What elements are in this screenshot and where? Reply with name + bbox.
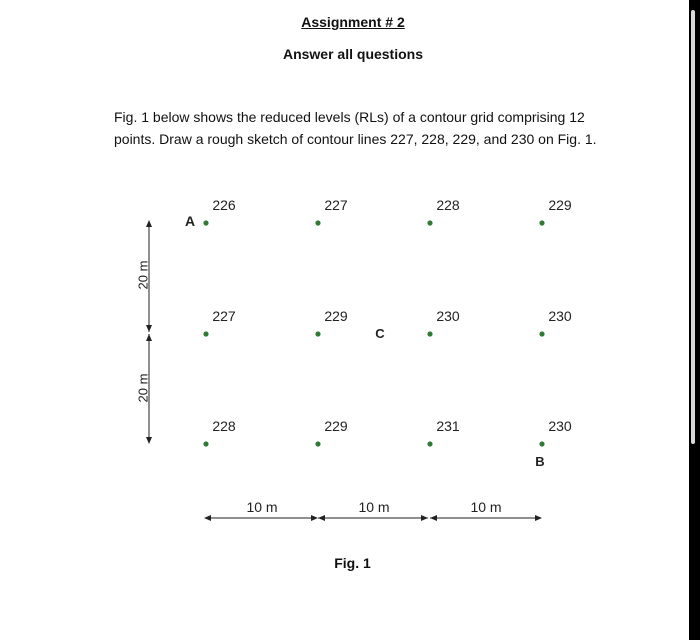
vertical-dimension-label-1: 20 m [135,260,151,290]
grid-point-r3-c4 [539,441,544,446]
grid-point-value-r3-c4: 230 [548,418,572,434]
grid-point-value-r2-c2: 229 [324,308,348,324]
grid-point-value-r3-c1: 228 [212,418,236,434]
vertical-dimension-label-2: 20 m [135,373,151,403]
grid-point-value-r2-c3: 230 [436,308,460,324]
grid-point-r1-c3 [427,220,432,225]
horizontal-dimension-label-1: 10 m [246,499,278,515]
grid-point-value-r2-c1: 227 [212,308,236,324]
grid-point-value-r1-c3: 228 [436,197,460,213]
horizontal-dimension-3 [430,499,542,521]
scrollbar[interactable] [691,10,695,444]
grid-point-r3-c2 [315,441,320,446]
grid-point-r2-c2 [315,331,320,336]
horizontal-dimension-1 [204,499,318,521]
grid-point-r1-c2 [315,220,320,225]
grid-point-r2-c1 [203,331,208,336]
point-label-c: C [375,326,385,341]
grid-point-r1-c4 [539,220,544,225]
grid-point-r3-c1 [203,441,208,446]
point-label-b: B [535,454,545,469]
grid-point-value-r1-c2: 227 [324,197,348,213]
grid-point-value-r1-c1: 226 [212,197,236,213]
vertical-dimension-1 [135,220,152,332]
horizontal-dimension-2 [318,499,428,521]
horizontal-dimension-label-3: 10 m [470,499,502,515]
figure-caption: Fig. 1 [334,555,371,571]
assignment-title: Assignment # 2 [301,14,405,30]
horizontal-dimension-label-2: 10 m [358,499,390,515]
grid-points [203,197,571,447]
instruction-heading: Answer all questions [282,46,424,62]
grid-point-value-r3-c2: 229 [324,418,348,434]
grid-point-r3-c3 [427,441,432,446]
grid-point-value-r3-c3: 231 [436,418,460,434]
grid-point-r1-c1 [203,220,208,225]
grid-point-value-r1-c4: 229 [548,197,572,213]
question-text: Fig. 1 below shows the reduced levels (RLs) of a contour grid comprising 12 points. Draw a rough sketch of contour lines 227, 228, 229, and 230 on Fig. 1. [114,109,597,147]
grid-point-value-r2-c4: 230 [548,308,572,324]
point-label-a: A [184,213,196,229]
vertical-dimension-2 [135,334,152,444]
grid-point-r2-c3 [427,331,432,336]
grid-point-r2-c4 [539,331,544,336]
